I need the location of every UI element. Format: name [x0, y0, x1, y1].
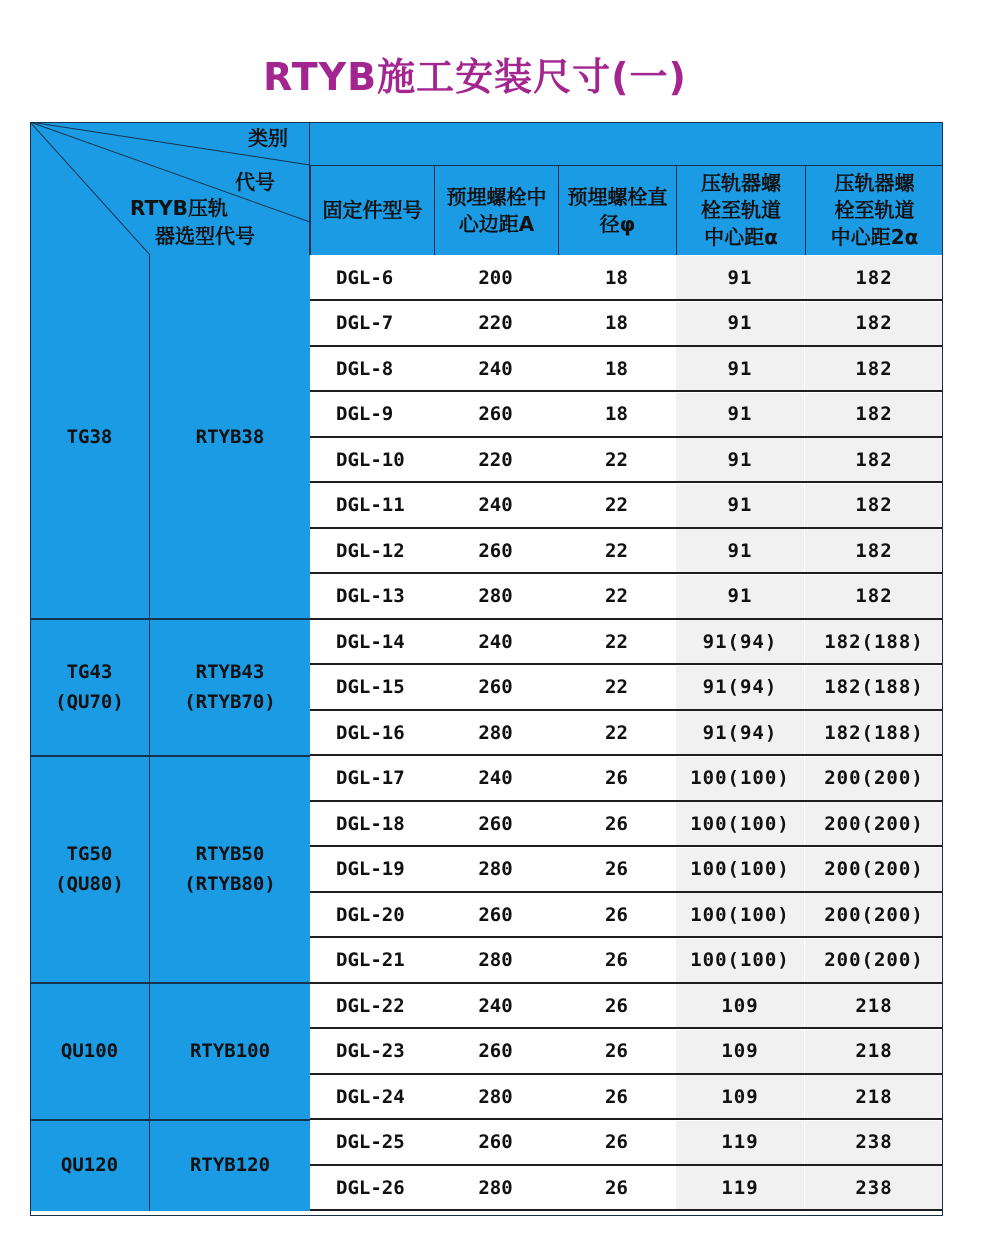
bolt-diameter-cell: 26 [558, 848, 675, 891]
rail-center-distance-2x-cell: 182(188) [805, 620, 943, 663]
rail-center-distance-2x-cell: 238 [805, 1121, 943, 1164]
bolt-edge-distance-cell: 240 [434, 984, 557, 1027]
fixture-model-cell: DGL-9 [310, 393, 433, 436]
bolt-edge-distance-cell: 220 [434, 438, 557, 481]
bolt-diameter-cell: 18 [558, 347, 675, 390]
rail-center-distance-2x-cell: 218 [805, 984, 943, 1027]
rail-type-cell: QU120 [30, 1120, 150, 1211]
table-row [310, 666, 943, 711]
table-row [310, 848, 943, 893]
table-row [310, 1030, 943, 1075]
fixture-model-cell: DGL-26 [310, 1166, 433, 1209]
bolt-edge-distance-cell: 280 [434, 848, 557, 891]
rail-center-distance-2x-cell: 182 [805, 347, 943, 390]
bolt-edge-distance-cell: 280 [434, 711, 557, 754]
table-row [310, 347, 943, 392]
bolt-diameter-cell: 18 [558, 256, 675, 299]
fixture-model-cell: DGL-16 [310, 711, 433, 754]
bolt-edge-distance-cell: 260 [434, 893, 557, 936]
fixture-model-cell: DGL-8 [310, 347, 433, 390]
table-row [310, 1166, 943, 1211]
table-row [310, 393, 943, 438]
rail-group [30, 756, 310, 984]
rail-center-distance-cell: 91 [676, 256, 804, 299]
column-header-line: 压轨器螺 [834, 171, 915, 195]
fixture-model-cell: DGL-21 [310, 939, 433, 982]
table-row [310, 1121, 943, 1166]
rail-type-cell: TG38 [30, 255, 150, 619]
fixture-model-cell: DGL-12 [310, 529, 433, 572]
fixture-model-cell: DGL-14 [310, 620, 433, 663]
table-row [310, 529, 943, 574]
bolt-edge-distance-cell: 280 [434, 1075, 557, 1118]
column-header-line: 预埋螺栓中 [446, 184, 547, 209]
fixture-model-cell: DGL-24 [310, 1075, 433, 1118]
bolt-edge-distance-cell: 280 [434, 575, 557, 618]
bolt-diameter-cell: 18 [558, 393, 675, 436]
bolt-edge-distance-cell: 220 [434, 302, 557, 345]
fixture-model-cell: DGL-18 [310, 802, 433, 845]
bolt-edge-distance-cell: 260 [434, 393, 557, 436]
table-row [310, 1075, 943, 1120]
fixture-model-cell: DGL-20 [310, 893, 433, 936]
rail-center-distance-cell: 119 [676, 1166, 804, 1209]
bolt-edge-distance-cell: 260 [434, 1030, 557, 1073]
rail-type-cell: QU100 [30, 983, 150, 1120]
clamp-model-cell: RTYB38 [195, 426, 265, 448]
bolt-edge-distance-cell: 260 [434, 666, 557, 709]
table-row [310, 802, 943, 847]
group-divider [30, 1119, 310, 1121]
column-header-line: 中心距2α [830, 225, 919, 249]
bolt-diameter-cell: 26 [558, 802, 675, 845]
table-row [310, 620, 943, 665]
rail-center-distance-2x-cell: 200(200) [805, 893, 943, 936]
column-header-line: 中心距α [704, 225, 778, 249]
rail-center-distance-2x-cell: 182(188) [805, 711, 943, 754]
bolt-edge-distance-cell: 240 [434, 620, 557, 663]
rail-center-distance-cell: 100(100) [676, 893, 804, 936]
rail-center-distance-cell: 91(94) [676, 711, 804, 754]
table-row [310, 302, 943, 347]
table-row [310, 575, 943, 620]
column-header-bolt-edge-distance [434, 166, 558, 255]
fixture-model-cell: DGL-7 [310, 302, 433, 345]
diagonal-header-cell [30, 122, 310, 255]
header-selection-label-line2: 器选型代号 [155, 224, 255, 248]
fixture-model-cell: DGL-11 [310, 484, 433, 527]
rail-center-distance-2x-cell: 200(200) [805, 802, 943, 845]
rail-center-distance-2x-cell: 238 [805, 1166, 943, 1209]
table-row [310, 757, 943, 802]
rail-center-distance-cell: 109 [676, 1075, 804, 1118]
column-header-bolt-diameter [558, 166, 676, 255]
fixture-model-cell: DGL-23 [310, 1030, 433, 1073]
bolt-diameter-cell: 22 [558, 484, 675, 527]
rail-center-distance-cell: 100(100) [676, 848, 804, 891]
bolt-diameter-cell: 22 [558, 711, 675, 754]
group-divider [30, 618, 310, 620]
rail-center-distance-cell: 91(94) [676, 666, 804, 709]
bolt-diameter-cell: 26 [558, 1121, 675, 1164]
rail-center-distance-2x-cell: 182 [805, 438, 943, 481]
fixture-model-cell: DGL-17 [310, 757, 433, 800]
page-title: RTYB施工安装尺寸(一) [263, 55, 687, 99]
rail-center-distance-cell: 91 [676, 575, 804, 618]
column-header-fixture-model [310, 166, 434, 255]
table-header [30, 122, 943, 255]
header-code-label: 代号 [235, 170, 275, 194]
rail-center-distance-2x-cell: 182 [805, 529, 943, 572]
rail-center-distance-cell: 100(100) [676, 939, 804, 982]
table-row [310, 711, 943, 756]
row-divider [310, 1209, 943, 1211]
rail-center-distance-cell: 91 [676, 529, 804, 572]
bolt-diameter-cell: 22 [558, 575, 675, 618]
column-header-line: 栓至轨道 [701, 198, 781, 222]
rail-center-distance-cell: 109 [676, 1030, 804, 1073]
column-header-line: 栓至轨道 [834, 198, 915, 222]
column-header-line: 预埋螺栓直 [567, 184, 668, 209]
column-header-bolt-to-rail-center-2x [805, 166, 943, 255]
bolt-diameter-cell: 26 [558, 757, 675, 800]
table-row [310, 484, 943, 529]
rail-center-distance-2x-cell: 182 [805, 256, 943, 299]
bolt-diameter-cell: 22 [558, 666, 675, 709]
bolt-edge-distance-cell: 260 [434, 1121, 557, 1164]
header-category-band [310, 122, 943, 166]
fixture-model-cell: DGL-13 [310, 575, 433, 618]
rail-center-distance-cell: 91 [676, 438, 804, 481]
table-row [310, 893, 943, 938]
column-header-line: 径φ [599, 211, 636, 236]
rail-group [30, 1120, 310, 1211]
rail-center-distance-cell: 109 [676, 984, 804, 1027]
bolt-diameter-cell: 22 [558, 620, 675, 663]
bolt-edge-distance-cell: 240 [434, 484, 557, 527]
installation-dimensions-table [30, 122, 943, 1216]
bolt-edge-distance-cell: 280 [434, 939, 557, 982]
clamp-model-cell: RTYB120 [189, 1154, 271, 1176]
bolt-diameter-cell: 18 [558, 302, 675, 345]
rail-center-distance-2x-cell: 182 [805, 575, 943, 618]
fixture-model-cell: DGL-25 [310, 1121, 433, 1164]
fixture-model-cell: DGL-6 [310, 256, 433, 299]
table-row [310, 939, 943, 984]
table-row [310, 438, 943, 483]
header-selection-label-line1: RTYB压轨 [130, 196, 228, 220]
fixture-model-cell: DGL-10 [310, 438, 433, 481]
rail-group [30, 255, 310, 619]
table-row [310, 256, 943, 301]
bolt-edge-distance-cell: 280 [434, 1166, 557, 1209]
bolt-edge-distance-cell: 240 [434, 347, 557, 390]
rail-center-distance-cell: 91 [676, 393, 804, 436]
rail-center-distance-cell: 91 [676, 302, 804, 345]
rail-center-distance-2x-cell: 200(200) [805, 757, 943, 800]
bolt-edge-distance-cell: 260 [434, 802, 557, 845]
rail-group [30, 619, 310, 756]
column-header-bolt-to-rail-center [676, 166, 805, 255]
column-header-line: 心边距A [458, 211, 535, 236]
column-header-line: 固定件型号 [322, 198, 423, 222]
bolt-diameter-cell: 26 [558, 939, 675, 982]
fixture-model-cell: DGL-22 [310, 984, 433, 1027]
bolt-diameter-cell: 22 [558, 438, 675, 481]
rail-type-cell: TG50 (QU80) [30, 756, 150, 984]
table-row [310, 984, 943, 1029]
bolt-edge-distance-cell: 200 [434, 256, 557, 299]
rail-center-distance-2x-cell: 200(200) [805, 848, 943, 891]
rail-center-distance-2x-cell: 182(188) [805, 666, 943, 709]
bolt-diameter-cell: 22 [558, 529, 675, 572]
rail-center-distance-cell: 91(94) [676, 620, 804, 663]
rail-center-distance-cell: 91 [676, 347, 804, 390]
bolt-diameter-cell: 26 [558, 893, 675, 936]
rail-center-distance-2x-cell: 182 [805, 302, 943, 345]
bolt-edge-distance-cell: 260 [434, 529, 557, 572]
rail-group [30, 983, 310, 1120]
group-divider [30, 982, 310, 984]
bolt-edge-distance-cell: 240 [434, 757, 557, 800]
clamp-model-cell: RTYB100 [189, 1040, 271, 1063]
rail-center-distance-cell: 100(100) [676, 757, 804, 800]
fixture-model-cell: DGL-19 [310, 848, 433, 891]
rail-center-distance-2x-cell: 218 [805, 1030, 943, 1073]
rail-type-cell: TG43 (QU70) [30, 619, 150, 756]
rail-center-distance-cell: 91 [676, 484, 804, 527]
rail-center-distance-2x-cell: 200(200) [805, 939, 943, 982]
clamp-model-cell: RTYB50 (RTYB80) [184, 843, 276, 896]
bolt-diameter-cell: 26 [558, 1075, 675, 1118]
rail-center-distance-2x-cell: 218 [805, 1075, 943, 1118]
bolt-diameter-cell: 26 [558, 1166, 675, 1209]
column-header-line: 压轨器螺 [701, 171, 781, 195]
group-divider [30, 755, 310, 757]
header-category-label: 类别 [248, 126, 288, 150]
bolt-diameter-cell: 26 [558, 1030, 675, 1073]
clamp-model-cell: RTYB43 (RTYB70) [184, 661, 276, 714]
bolt-diameter-cell: 26 [558, 984, 675, 1027]
rail-center-distance-2x-cell: 182 [805, 484, 943, 527]
rail-center-distance-cell: 100(100) [676, 802, 804, 845]
rail-center-distance-2x-cell: 182 [805, 393, 943, 436]
rail-center-distance-cell: 119 [676, 1121, 804, 1164]
fixture-model-cell: DGL-15 [310, 666, 433, 709]
